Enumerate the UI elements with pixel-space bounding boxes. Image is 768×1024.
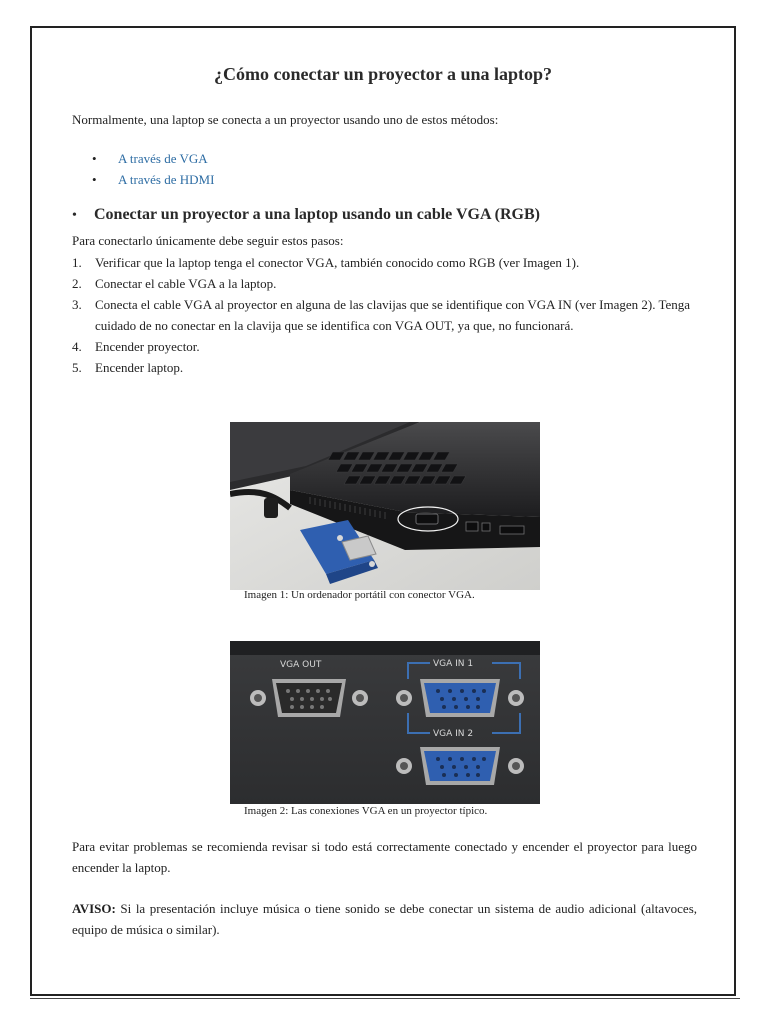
step-number: 5. (72, 360, 82, 375)
step-item (72, 357, 702, 378)
list-item (72, 169, 214, 190)
bullet-icon: • (92, 151, 97, 166)
document-page (30, 26, 736, 996)
bullet-icon: • (92, 172, 97, 187)
step-text: Conectar el cable VGA a la laptop. (95, 276, 277, 291)
vga-in2-label: VGA IN 2 (433, 729, 474, 739)
step-text: Verificar que la laptop tenga el conector VGA, también conocido como RGB (ver Imagen 1). (95, 255, 580, 270)
step-text: Encender proyector. (95, 339, 200, 354)
step-number: 3. (72, 297, 82, 312)
intro-text: Normalmente, una laptop se conecta a un proyector usando uno de estos métodos: (72, 112, 499, 127)
step-item (72, 336, 702, 357)
notice-text: Si la presentación incluye música o tiene sonido se debe conectar un sistema de audio adicional (altavoces, equipo de música o similar). (72, 901, 697, 937)
step-item (72, 252, 702, 273)
bullet-icon: • (72, 208, 77, 223)
link-vga[interactable]: A través de VGA (118, 151, 208, 166)
figure-caption: Imagen 2: Las conexiones VGA en un proyector típico. (244, 805, 488, 817)
step-text: Conecta el cable VGA al proyector en alguna de las clavijas que se identifique con VGA IN (ver Imagen 2). Tenga cuidado de no conectar en la clavija que se identifica con VGA OUT, ya que, no funcionará. (95, 297, 691, 333)
notice-label: AVISO: (72, 901, 116, 916)
steps-intro: Para conectarlo únicamente debe seguir estos pasos: (72, 233, 344, 248)
step-number: 2. (72, 276, 82, 291)
step-item (72, 273, 702, 294)
notice-paragraph (72, 898, 697, 940)
step-number: 1. (72, 255, 82, 270)
section-heading-text: Conectar un proyector a una laptop usando un cable VGA (RGB) (94, 206, 540, 223)
figure-caption: Imagen 1: Un ordenador portátil con conector VGA. (244, 589, 475, 601)
method-links-list (72, 148, 214, 190)
vga-out-label: VGA OUT (280, 660, 322, 670)
laptop-vga-photo (230, 422, 540, 590)
vga-in1-label: VGA IN 1 (433, 659, 474, 669)
section-heading (72, 206, 540, 224)
page-bottom-divider (30, 998, 740, 999)
step-item (72, 294, 702, 336)
step-number: 4. (72, 339, 82, 354)
steps-list (72, 252, 702, 378)
step-text: Encender laptop. (95, 360, 184, 375)
recommendation-paragraph: Para evitar problemas se recomienda revisar si todo está correctamente conectado y encender el proyector para luego encender la laptop. (72, 839, 697, 875)
link-hdmi[interactable]: A través de HDMI (118, 172, 215, 187)
page-title: ¿Cómo conectar un proyector a una laptop? (213, 64, 552, 84)
list-item (72, 148, 214, 169)
projector-vga-ports-photo (230, 641, 540, 804)
